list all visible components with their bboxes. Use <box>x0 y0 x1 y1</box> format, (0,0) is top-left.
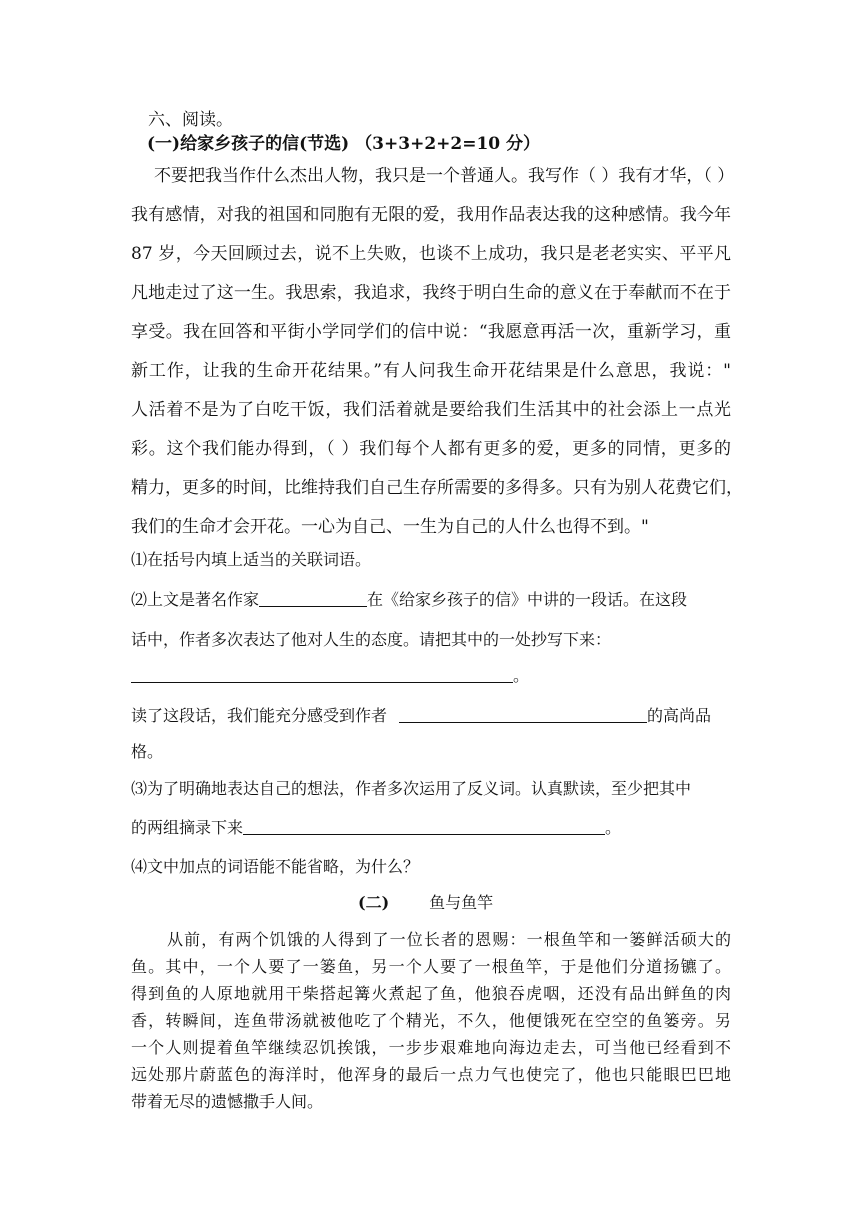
part2-title-row <box>358 893 493 913</box>
question-3-line2 <box>131 818 621 838</box>
copy-sentence-blank[interactable] <box>131 666 513 683</box>
q2-line4-text-b: 的高尚品 <box>647 706 712 725</box>
author-answer-blank[interactable] <box>259 590 367 607</box>
q2-line3-end: 。 <box>513 666 530 685</box>
p2-line-4: 一个人则提着鱼竿继续忍饥挨饿，一步步艰难地向海边走去，可当他已经看到不 <box>131 1038 731 1057</box>
question-2-line4 <box>131 706 711 726</box>
p2-line-2: 得到鱼的人原地就用干柴搭起篝火煮起了鱼，他狼吞虎咽，还没有品出鲜鱼的肉 <box>131 984 731 1003</box>
question-2-line5: 格。 <box>131 742 164 761</box>
part2-title: 鱼与鱼竿 <box>429 893 494 912</box>
q2-text-b: 在《给家乡孩子的信》中讲的一段话。在这段 <box>367 590 688 609</box>
p1-line-3: 凡地走过了这一生。我思索，我追求，我终于明白生命的意义在于奉献而不在于 <box>131 283 731 303</box>
q3-text-a: 的两组摘录下来 <box>131 818 244 837</box>
p2-line-1: 鱼。其中，一个人要了一篓鱼，另一个人要了一根鱼竿，于是他们分道扬镳了。 <box>131 957 731 976</box>
part1-title: (一)给家乡孩子的信(节选) <box>147 134 350 154</box>
question-2-line2: 话中，作者多次表达了他对人生的态度。请把其中的一处抄写下来： <box>131 630 612 649</box>
question-2-line1 <box>131 590 687 610</box>
p1-line-8: 精力，更多的时间，比维持我们自己生存所需要的多得多。只有为别人花费它们， <box>131 478 743 498</box>
antonym-answer-blank[interactable] <box>243 818 605 835</box>
p2-line-0: 从前，有两个饥饿的人得到了一位长者的恩赐：一根鱼竿和一篓鲜活硕大的 <box>167 930 731 949</box>
quality-answer-blank[interactable] <box>399 706 647 723</box>
part1-title-row <box>147 134 540 154</box>
p1-line-7: 彩。这个我们能办得到，（ ）我们每个人都有更多的爱，更多的同情，更多的 <box>131 439 731 459</box>
question-3-line1: ⑶为了明确地表达自己的想法，作者多次运用了反义词。认真默读，至少把其中 <box>131 779 692 798</box>
p1-line-2: 87 岁，今天回顾过去，说不上失败，也谈不上成功，我只是老老实实、平平凡 <box>131 244 731 264</box>
p2-line-6: 带着无尽的遗憾撒手人间。 <box>131 1092 324 1111</box>
p1-line-0: 不要把我当作什么杰出人物，我只是一个普通人。我写作（ ）我有才华，（ ） <box>154 166 735 186</box>
section-heading: 六、阅读。 <box>148 110 233 130</box>
p2-line-3: 香，转瞬间，连鱼带汤就被他吃了个精光，不久，他便饿死在空空的鱼篓旁。另 <box>131 1011 731 1030</box>
p1-line-5: 新工作，让我的生命开花结果。”有人问我生命开花结果是什么意思，我说：" <box>131 361 731 381</box>
p1-line-1: 我有感情，对我的祖国和同胞有无限的爱，我用作品表达我的这种感情。我今年 <box>131 205 731 225</box>
p1-line-9: 我们的生命才会开花。一心为自己、一生为自己的人什么也得不到。" <box>131 517 649 537</box>
p2-line-5: 远处那片蔚蓝色的海洋时，他浑身的最后一点力气也使完了，他也只能眼巴巴地 <box>131 1065 731 1084</box>
p1-line-6: 人活着不是为了白吃干饭，我们活着就是要给我们生活其中的社会添上一点光 <box>131 400 731 420</box>
q2-text-a: ⑵上文是著名作家 <box>131 590 260 609</box>
part2-label: (二) <box>358 893 390 912</box>
p1-line-4: 享受。我在回答和平街小学同学们的信中说：“我愿意再活一次，重新学习，重 <box>131 322 731 342</box>
question-1: ⑴在括号内填上适当的关联词语。 <box>131 550 372 569</box>
part1-score: （3+3+2+2=10 分） <box>355 134 541 154</box>
q2-line4-text-a: 读了这段话，我们能充分感受到作者 <box>131 706 388 725</box>
q3-end: 。 <box>605 818 622 837</box>
question-2-line3 <box>131 666 529 686</box>
question-4: ⑷文中加点的词语能不能省略，为什么？ <box>131 857 420 876</box>
